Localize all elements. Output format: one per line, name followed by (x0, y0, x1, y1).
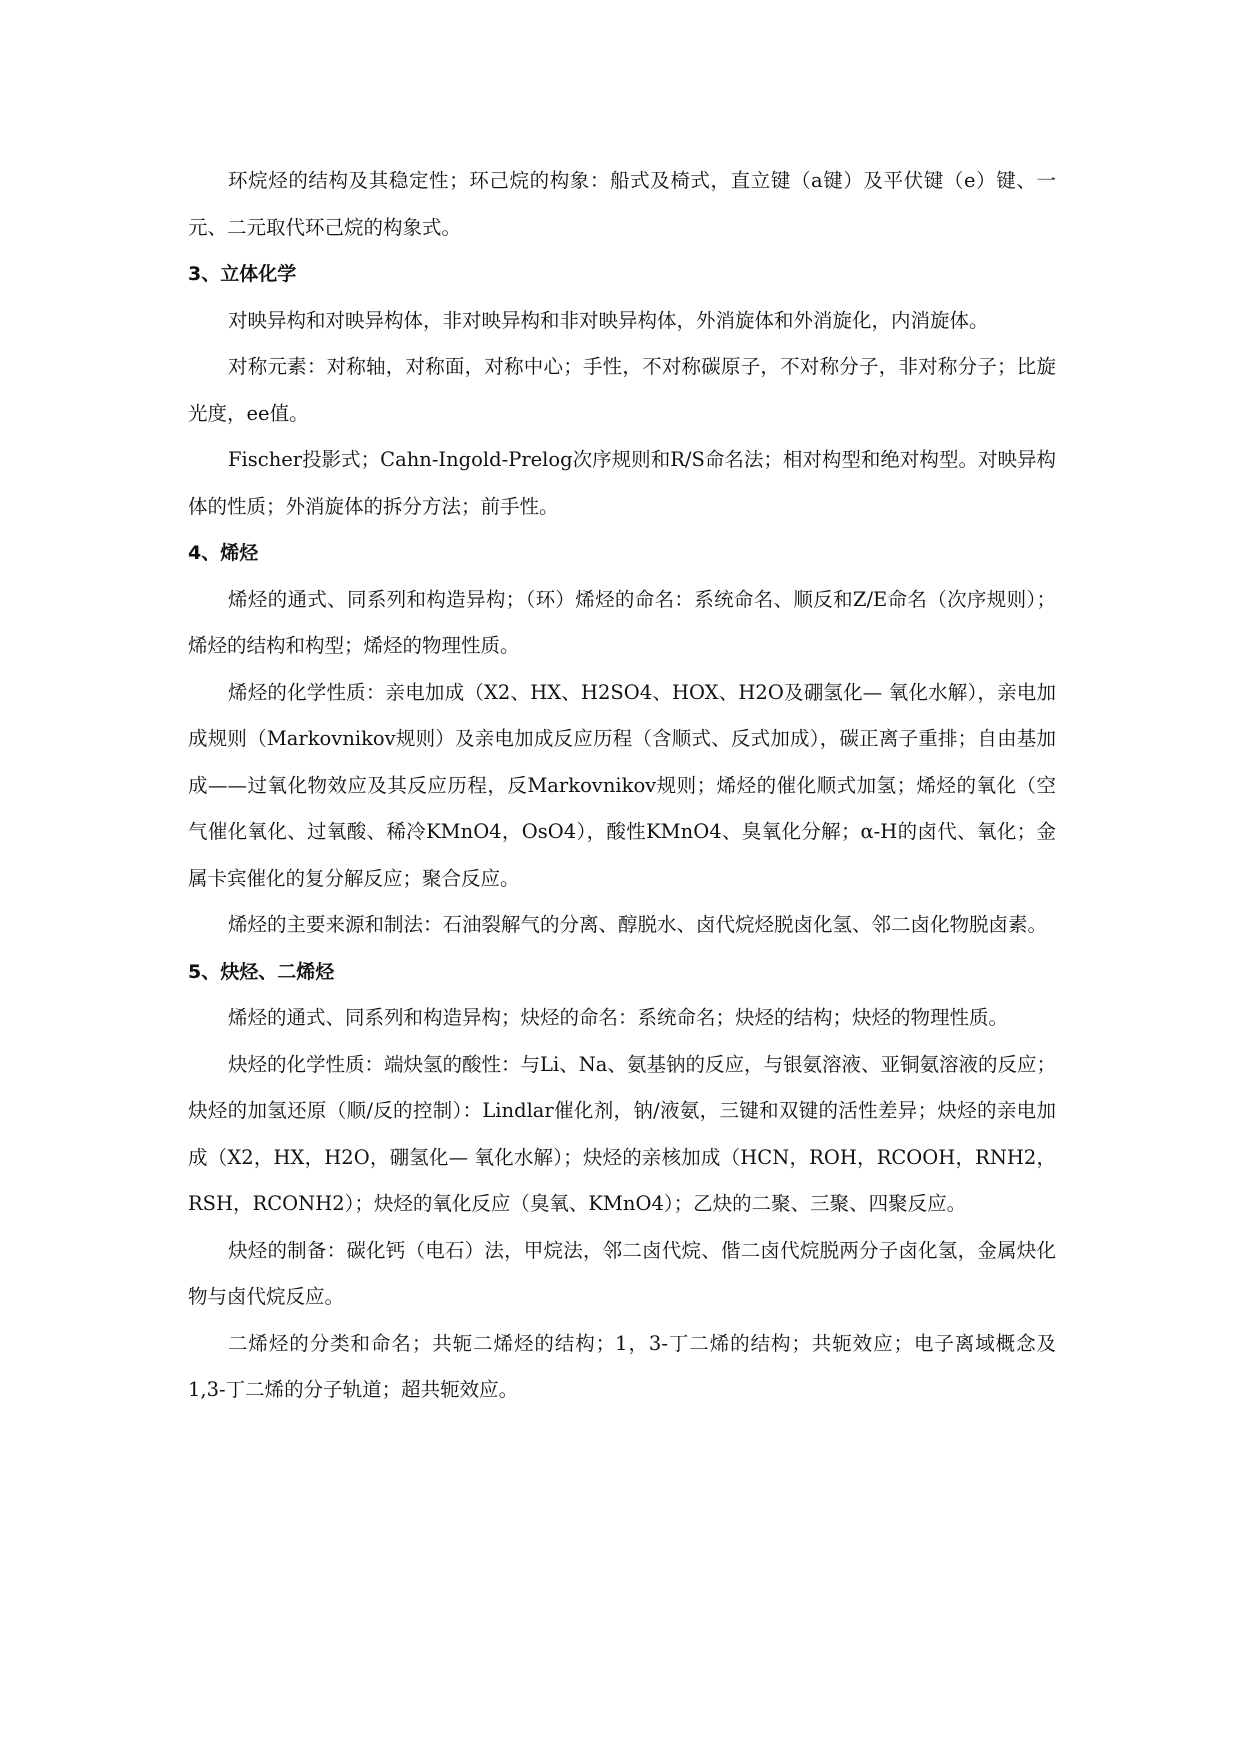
paragraph-fischer-projection: Fischer投影式；Cahn-Ingold-Prelog次序规则和R/S命名法；相对构型和绝对构型。对映异构体的性质；外消旋体的拆分方法；前手性。 (188, 448, 1056, 518)
section-heading-alkynes-dienes: 5、炔烃、二烯烃 (188, 960, 335, 983)
paragraph-alkene-chemical-properties: 烯烃的化学性质：亲电加成（X2、HX、H2SO4、HOX、H2O及硼氢化— 氧化水解），亲电加成规则（Markovnikov规则）及亲电加成反应历程（含顺式、反式加成），碳正离子重排；自由基加成——过氧化物效应及其反应历程，反Markovnikov规则；烯烃的催化顺式加氢；烯烃的氧化（空气催化氧化、过氧酸、稀冷KMnO4，OsO4），酸性KMnO4、臭氧化分解；α-H的卤代、氧化；金属卡宾催化的复分解反应；聚合反应。 (188, 680, 1056, 890)
paragraph-alkene-nomenclature: 烯烃的通式、同系列和构造异构；（环）烯烃的命名：系统命名、顺反和Z/E命名（次序规则）；烯烃的结构和构型；烯烃的物理性质。 (188, 587, 1056, 657)
paragraph-alkene-preparation: 烯烃的主要来源和制法：石油裂解气的分离、醇脱水、卤代烷烃脱卤化氢、邻二卤化物脱卤素。 (228, 913, 1048, 936)
paragraph-alkyne-nomenclature: 烯烃的通式、同系列和构造异构；炔烃的命名：系统命名；炔烃的结构；炔烃的物理性质。 (228, 1006, 1009, 1029)
paragraph-symmetry-elements: 对称元素：对称轴，对称面，对称中心；手性，不对称碳原子，不对称分子，非对称分子；比旋光度，ee值。 (188, 355, 1056, 425)
paragraph-alkyne-chemical-properties: 炔烃的化学性质：端炔氢的酸性：与Li、Na、氨基钠的反应，与银氨溶液、亚铜氨溶液的反应；炔烃的加氢还原（顺/反的控制）：Lindlar催化剂，钠/液氨，三键和双键的活性差异；炔烃的亲电加成（X2，HX，H2O，硼氢化— 氧化水解）；炔烃的亲核加成（HCN，ROH，RCOOH，RNH2，RSH，RCONH2）；炔烃的氧化反应（臭氧、KMnO4）；乙炔的二聚、三聚、四聚反应。 (188, 1052, 1056, 1215)
section-heading-alkenes: 4、烯烃 (188, 542, 259, 564)
paragraph-enantiomers: 对映异构和对映异构体，非对映异构和非对映异构体，外消旋体和外消旋化，内消旋体。 (228, 308, 989, 332)
paragraph-dienes: 二烯烃的分类和命名；共轭二烯烃的结构；1，3-丁二烯的结构；共轭效应；电子离域概念及1,3-丁二烯的分子轨道；超共轭效应。 (188, 1331, 1056, 1401)
paragraph-cycloalkane-structure: 环烷烃的结构及其稳定性；环己烷的构象：船式及椅式，直立键（a键）及平伏键（e）键、一元、二元取代环己烷的构象式。 (188, 169, 1056, 239)
section-heading-stereochemistry: 3、立体化学 (188, 263, 297, 285)
paragraph-alkyne-preparation: 炔烃的制备：碳化钙（电石）法，甲烷法，邻二卤代烷、偕二卤代烷脱两分子卤化氢，金属炔化物与卤代烷反应。 (188, 1238, 1056, 1308)
document-body (188, 158, 1056, 1414)
